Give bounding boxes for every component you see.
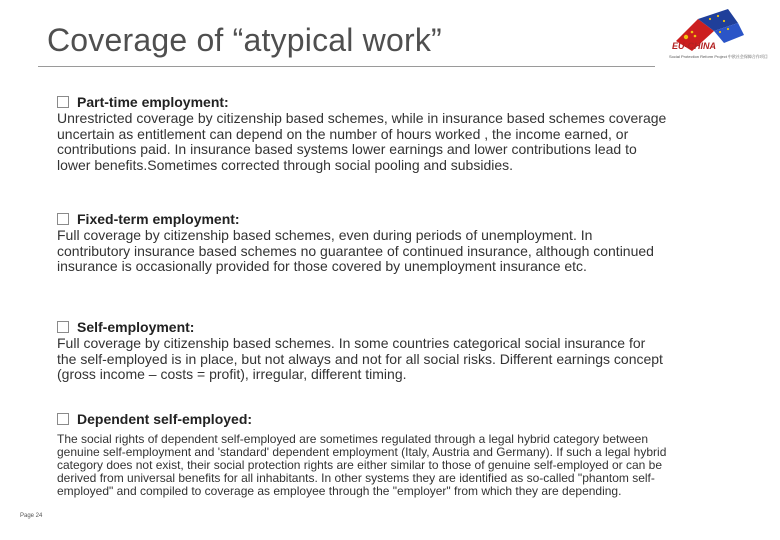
section-body: Full coverage by citizenship based schemes, even during periods of unemployment. In contributory insurance based schemes no guarantee of continued insurance, although continued insurance is occasionally provided for those covered by unemployment insurance etc. xyxy=(57,227,654,274)
section-body: The social rights of dependent self-employed are sometimes regulated through a legal hybrid category between genuine self-employment and 'standard' dependent employment (Italy, Austria and Germany). If such a legal hybrid category does not exist, their social protection rights are either similar to those of genuine self-employed or can be derived from universal benefits for all inhabitants. In other systems they are identified as so-called "phantom self-employed" and compiled to coverage as employee through the "employer" from which they are depending. xyxy=(57,432,667,498)
eu-china-logo xyxy=(668,5,768,73)
checkbox-icon xyxy=(57,96,69,108)
section-heading xyxy=(57,94,667,110)
section-heading-text: Self-employment: xyxy=(77,319,195,335)
logo-subtitle: Social Protection Reform Project 中欧社会保障合作项目 xyxy=(669,54,768,59)
section-heading-text: Dependent self-employed: xyxy=(77,411,253,427)
checkbox-icon xyxy=(57,213,69,225)
section-heading xyxy=(57,319,667,335)
section-fixed-term xyxy=(57,211,667,275)
section-heading xyxy=(57,211,667,227)
section-heading-text: Fixed-term employment: xyxy=(77,211,240,227)
section-heading-text: Part-time employment: xyxy=(77,94,229,110)
slide-title: Coverage of “atypical work” xyxy=(47,22,442,58)
checkbox-icon xyxy=(57,413,69,425)
checkbox-icon xyxy=(57,321,69,333)
section-dependent-self-employed xyxy=(57,411,667,498)
section-body: Full coverage by citizenship based schemes. In some countries categorical social insurance for the self-employed is in place, but not always and not for all social risks. Different earnings concept (gross income – costs = profit), irregular, different timing. xyxy=(57,335,663,382)
logo-text: EU-CHINA xyxy=(672,41,716,51)
section-heading xyxy=(57,411,667,427)
title-divider xyxy=(38,66,655,67)
page-number: Page 24 xyxy=(20,513,43,519)
section-body: Unrestricted coverage by citizenship based schemes, while in insurance based schemes coverage uncertain as entitlement can depend on the number of hours worked , the income earned, or contributions paid. In insurance based systems lower earnings and lower contributions lead to lower benefits.Sometimes corrected through social pooling and subsidies. xyxy=(57,110,667,173)
section-self-employment xyxy=(57,319,667,383)
section-part-time xyxy=(57,94,667,173)
